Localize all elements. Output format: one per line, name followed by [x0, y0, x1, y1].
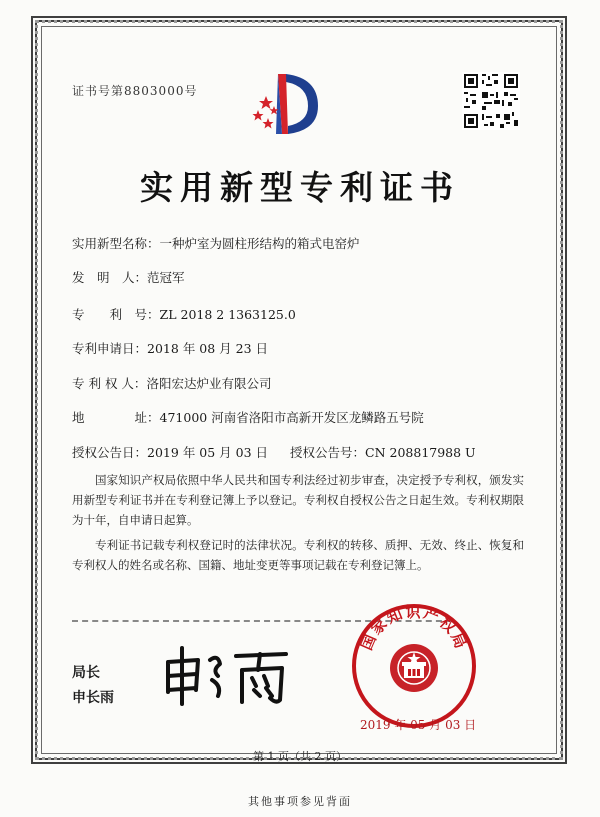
field-value: 一种炉室为圆柱形结构的箱式电窑炉 [159, 236, 360, 251]
field-label: 专利申请日 [72, 341, 135, 356]
field-grant-date: 授权公告日：2019 年 05 月 03 日 [72, 445, 269, 460]
seal-date: 2019 年 05 月 03 日 [360, 718, 477, 732]
field-patent-number: 专 利 号：ZL 2018 2 1363125.0 [72, 307, 296, 322]
field-label: 授权公告号 [290, 445, 353, 460]
field-label: 专 利 号 [72, 307, 148, 322]
official-seal [350, 602, 478, 730]
page-indicator: 第 1 页（共 2 页） [253, 750, 347, 763]
certificate-number-value: 8803000 [124, 84, 185, 98]
field-inventor: 发 明 人：范冠军 [72, 270, 185, 285]
seal-text: 国家知识产权局 [357, 602, 471, 653]
certificate-number-suffix: 号 [184, 84, 198, 98]
footer-note: 其他事项参见背面 [248, 795, 352, 808]
certificate-number-label: 证书号第 [72, 84, 125, 98]
field-label: 专 利 权 人 [72, 376, 134, 391]
field-value: 洛阳宏达炉业有限公司 [146, 376, 272, 391]
paragraph-legal-status: 专利证书记载专利权登记时的法律状况。专利权的转移、质押、无效、终止、恢复和专利权人的姓名或名称、国籍、地址变更等事项记载在专利登记簿上。 [72, 538, 524, 572]
field-value: CN 208817988 U [365, 445, 476, 460]
director-signature [160, 640, 300, 710]
field-value: 2018 年 08 月 23 日 [147, 341, 269, 356]
certificate-title: 实用新型专利证书 [140, 168, 460, 207]
field-label: 授权公告日 [72, 445, 135, 460]
field-value: 2019 年 05 月 03 日 [147, 445, 269, 460]
field-filing-date: 专利申请日：2018 年 08 月 23 日 [72, 341, 269, 356]
field-value: ZL 2018 2 1363125.0 [159, 307, 296, 322]
field-label: 发 明 人 [72, 270, 135, 285]
director-name: 申长雨 [72, 690, 114, 706]
field-utility-name: 实用新型名称：一种炉室为圆柱形结构的箱式电窑炉 [72, 236, 360, 251]
field-label: 地 址 [72, 410, 148, 425]
field-value: 范冠军 [147, 270, 185, 285]
paragraph-grant-statement: 国家知识产权局依照中华人民共和国专利法经过初步审查，决定授予专利权，颁发实用新型专利证书并在专利登记簿上予以登记。专利权自授权公告之日起生效。专利权期限为十年，自申请日起算。 [72, 473, 524, 527]
field-value: 471000 河南省洛阳市高新开发区龙鳞路五号院 [159, 410, 424, 425]
field-address: 地 址：471000 河南省洛阳市高新开发区龙鳞路五号院 [72, 410, 424, 425]
field-label: 实用新型名称 [72, 236, 148, 251]
certificate-number [72, 82, 197, 99]
director-title: 局长 [72, 665, 100, 681]
patent-office-logo-icon [248, 68, 328, 148]
field-grant-number: 授权公告号：CN 208817988 U [290, 445, 476, 460]
field-patentee: 专 利 权 人：洛阳宏达炉业有限公司 [72, 376, 272, 391]
qr-code-icon [462, 72, 520, 130]
